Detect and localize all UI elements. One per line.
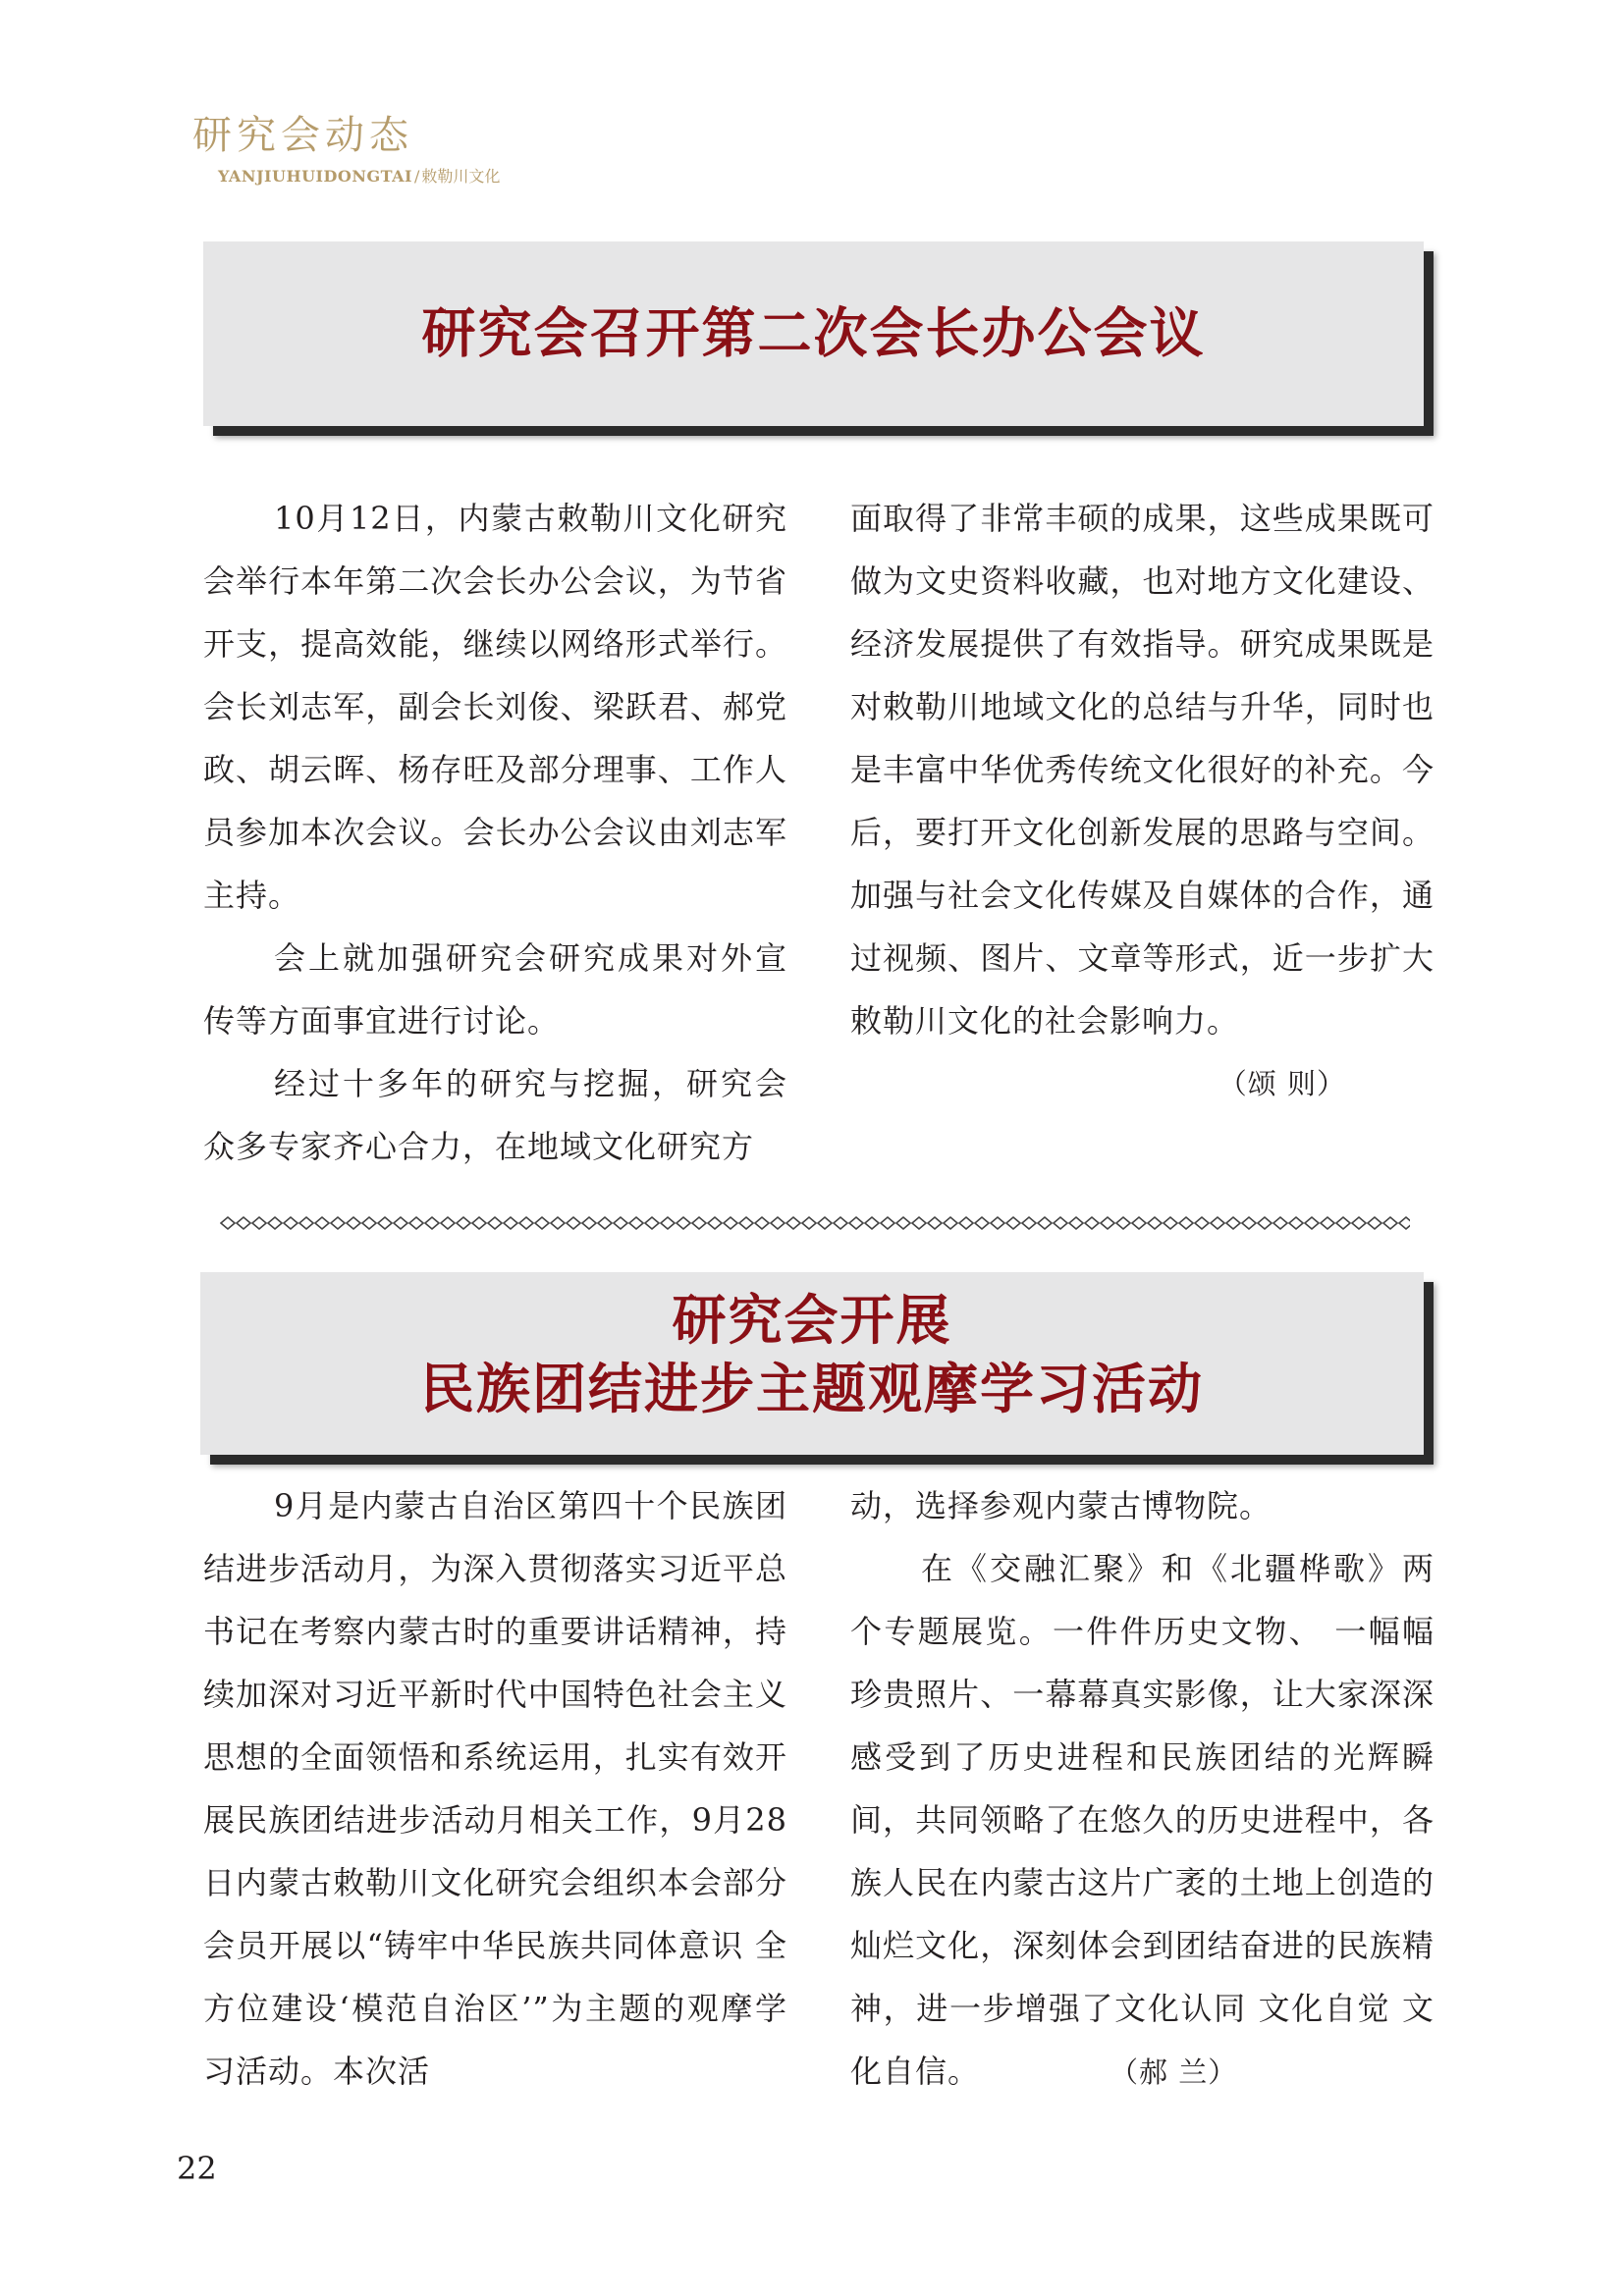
- article2-left-column: [203, 1474, 787, 2103]
- article2-paragraph-2: [850, 1537, 1435, 2104]
- section-subtitle-pinyin: YANJIUHUIDONGTAI: [218, 167, 413, 186]
- article1-title-banner: [203, 241, 1424, 426]
- section-subtitle-separator: /: [414, 167, 420, 186]
- diamond-divider: [220, 1213, 1410, 1233]
- article2-title-line1: 研究会开展: [672, 1289, 952, 1352]
- article2-paragraph-1: 9月是内蒙古自治区第四十个民族团结进步活动月，为深入贯彻落实习近平总书记在考察内蒙古时的重要讲话精神，持续加深对习近平新时代中国特色社会主义思想的全面领悟和系统运用，扎实有效开展民族团结进步活动月相关工作，9月28日内蒙古敕勒川文化研究会组织本会部分会员开展以“铸牢中华民族共同体意识 全方位建设‘模范自治区’”为主题的观摩学习活动。本次活: [203, 1487, 787, 2090]
- page-number: 22: [177, 2150, 217, 2187]
- article2-title-banner: [200, 1272, 1424, 1455]
- section-subtitle-cn: 敕勒川文化: [421, 167, 501, 186]
- article2-paragraph-2-text: 在《交融汇聚》和《北疆桦歌》两个专题展览。一件件历史文物、 一幅幅珍贵照片、一幕幕真实影像，让大家深深感受到了历史进程和民族团结的光辉瞬间，共同领略了在悠久的历史进程中，各族人民在内蒙古这片广袤的土地上创造的灿烂文化，深刻体会到团结奋进的民族精神，进一步增强了文化认同 文化自觉 文化自信。: [850, 1550, 1435, 2090]
- article2-paragraph-1-continued: 动，选择参观内蒙古博物院。: [850, 1487, 1272, 1524]
- section-subtitle: [218, 169, 500, 185]
- article1-left-column: [203, 487, 787, 1178]
- article1-title: 研究会召开第二次会长办公会议: [421, 301, 1206, 365]
- article1-paragraph-3: 经过十多年的研究与挖掘，研究会众多专家齐心合力，在地域文化研究方: [203, 1065, 787, 1165]
- article1-paragraph-3-continued: 面取得了非常丰硕的成果，这些成果既可做为文史资料收藏，也对地方文化建设、经济发展提供了有效指导。研究成果既是对敕勒川地域文化的总结与升华，同时也是丰富中华优秀传统文化很好的补充。今后，要打开文化创新发展的思路与空间。加强与社会文化传媒及自媒体的合作，通过视频、图片、文章等形式，近一步扩大敕勒川文化的社会影响力。: [850, 500, 1435, 1040]
- article2-right-column: [850, 1474, 1435, 2104]
- section-title: 研究会动态: [192, 113, 413, 158]
- article1-right-column: [850, 487, 1435, 1115]
- article2-author: （郝 兰）: [1110, 2056, 1238, 2089]
- article1-paragraph-2: 会上就加强研究会研究成果对外宣传等方面事宜进行讨论。: [203, 939, 787, 1040]
- article1-paragraph-1: 10月12日，内蒙古敕勒川文化研究会举行本年第二次会长办公会议，为节省开支，提高效能，继续以网络形式举行。会长刘志军，副会长刘俊、梁跃君、郝党政、胡云晖、杨存旺及部分理事、工作人员参加本次会议。会长办公会议由刘志军主持。: [203, 500, 787, 914]
- article2-title-line2: 民族团结进步主题观摩学习活动: [419, 1358, 1204, 1420]
- article1-author: （颂 则）: [1218, 1067, 1346, 1100]
